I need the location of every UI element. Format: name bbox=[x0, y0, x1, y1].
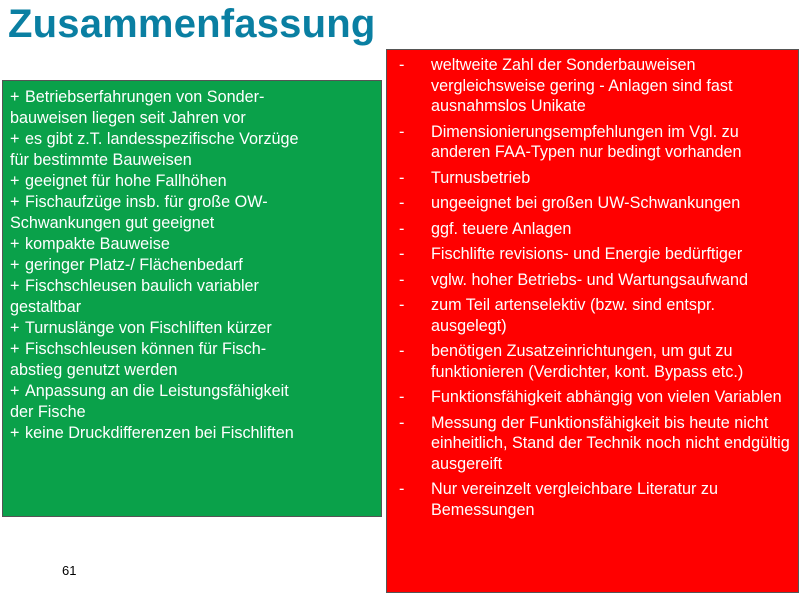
cons-item bbox=[393, 55, 792, 117]
pros-item bbox=[10, 234, 375, 255]
cons-item bbox=[393, 219, 792, 240]
dash-marker: - bbox=[399, 194, 405, 212]
pros-item-text-continued: bauweisen liegen seit Jahren vor bbox=[10, 109, 246, 127]
plus-marker: + bbox=[10, 382, 20, 400]
cons-item-text: vglw. hoher Betriebs- und Wartungsaufwand bbox=[431, 270, 749, 289]
plus-marker: + bbox=[10, 235, 20, 253]
cons-item-text: zum Teil artenselektiv (bzw. sind entspr. ausgelegt) bbox=[431, 296, 716, 335]
pros-item-text-continued: der Fische bbox=[10, 403, 86, 421]
plus-marker: + bbox=[10, 277, 20, 295]
cons-item-text: Fischlifte revisions- und Energie bedürftiger bbox=[431, 245, 743, 263]
cons-item bbox=[393, 413, 792, 475]
pros-item bbox=[10, 339, 375, 381]
pros-item bbox=[10, 171, 375, 192]
pros-item bbox=[10, 381, 375, 423]
plus-marker: + bbox=[10, 193, 20, 211]
pros-item-text: kompakte Bauweise bbox=[25, 235, 170, 253]
plus-marker: + bbox=[10, 172, 20, 190]
cons-box bbox=[386, 49, 799, 593]
pros-item-text-continued: gestaltbar bbox=[10, 298, 82, 316]
slide-title: Zusammenfassung bbox=[8, 2, 376, 46]
cons-item-text: Funktionsfähigkeit abhängig von vielen Variablen bbox=[431, 388, 782, 406]
pros-item-text-continued: für bestimmte Bauweisen bbox=[10, 151, 192, 169]
pros-item bbox=[10, 192, 375, 234]
pros-item bbox=[10, 276, 375, 318]
cons-item-text: Dimensionierungsempfehlungen im Vgl. zu anderen FAA-Typen nur bedingt vorhanden bbox=[431, 122, 742, 161]
pros-item-text: Anpassung an die Leistungsfähigkeit bbox=[25, 382, 289, 400]
dash-marker: - bbox=[399, 122, 405, 141]
cons-item-text: ggf. teuere Anlagen bbox=[431, 219, 572, 238]
pros-item bbox=[10, 129, 375, 171]
pros-item-text: geringer Platz-/ Flächenbedarf bbox=[25, 256, 243, 274]
pros-item-text: geeignet für hohe Fallhöhen bbox=[25, 172, 227, 190]
cons-item-text: benötigen Zusatzeinrichtungen, um gut zu funktionieren (Verdichter, kont. Bypass etc.) bbox=[431, 342, 744, 381]
plus-marker: + bbox=[10, 424, 20, 442]
plus-marker: + bbox=[10, 340, 20, 358]
pros-item bbox=[10, 423, 375, 444]
dash-marker: - bbox=[399, 388, 405, 406]
pros-item-text: Turnuslänge von Fischliften kürzer bbox=[25, 319, 272, 337]
cons-item-text: weltweite Zahl der Sonderbauweisen vergleichsweise gering - Anlagen sind fast ausnahmslos Unikate bbox=[431, 56, 733, 115]
dash-marker: - bbox=[399, 270, 405, 289]
pros-item-text: Betriebserfahrungen von Sonder- bbox=[25, 88, 265, 106]
pros-item-text-continued: abstieg genutzt werden bbox=[10, 361, 178, 379]
cons-item bbox=[393, 387, 792, 408]
cons-item-text: Turnusbetrieb bbox=[431, 168, 531, 187]
cons-item-text: Messung der Funktionsfähigkeit bis heute nicht einheitlich, Stand der Technik noch nicht endgültig ausgereift bbox=[431, 413, 790, 473]
cons-item bbox=[393, 479, 792, 520]
dash-marker: - bbox=[399, 219, 405, 238]
dash-marker: - bbox=[399, 342, 405, 360]
pros-item-text: keine Druckdifferenzen bei Fischliften bbox=[25, 424, 294, 442]
page-number: 61 bbox=[62, 563, 77, 578]
pros-item-text: Fischaufzüge insb. für große OW- bbox=[25, 193, 268, 211]
pros-box bbox=[2, 80, 382, 517]
cons-item bbox=[393, 341, 792, 382]
cons-list bbox=[393, 55, 792, 520]
cons-item bbox=[393, 270, 792, 291]
plus-marker: + bbox=[10, 319, 20, 337]
pros-item-text-continued: Schwankungen gut geeignet bbox=[10, 214, 215, 232]
dash-marker: - bbox=[399, 245, 405, 263]
cons-item bbox=[393, 193, 792, 214]
pros-item-text: Fischschleusen baulich variabler bbox=[25, 277, 259, 295]
pros-item bbox=[10, 255, 375, 276]
pros-list bbox=[10, 87, 375, 444]
cons-item bbox=[393, 295, 792, 336]
cons-item bbox=[393, 168, 792, 189]
dash-marker: - bbox=[399, 480, 405, 498]
plus-marker: + bbox=[10, 88, 20, 106]
pros-item-text: Fischschleusen können für Fisch- bbox=[25, 340, 267, 358]
plus-marker: + bbox=[10, 256, 20, 274]
plus-marker: + bbox=[10, 130, 20, 148]
dash-marker: - bbox=[399, 56, 405, 74]
dash-marker: - bbox=[399, 296, 405, 314]
cons-item bbox=[393, 122, 792, 163]
pros-item-text: es gibt z.T. landesspezifische Vorzüge bbox=[25, 130, 299, 148]
dash-marker: - bbox=[399, 168, 405, 187]
dash-marker: - bbox=[399, 413, 405, 432]
cons-item-text: Nur vereinzelt vergleichbare Literatur zu Bemessungen bbox=[431, 480, 719, 519]
pros-item bbox=[10, 87, 375, 129]
cons-item bbox=[393, 244, 792, 265]
cons-item-text: ungeeignet bei großen UW-Schwankungen bbox=[431, 194, 741, 212]
pros-item bbox=[10, 318, 375, 339]
